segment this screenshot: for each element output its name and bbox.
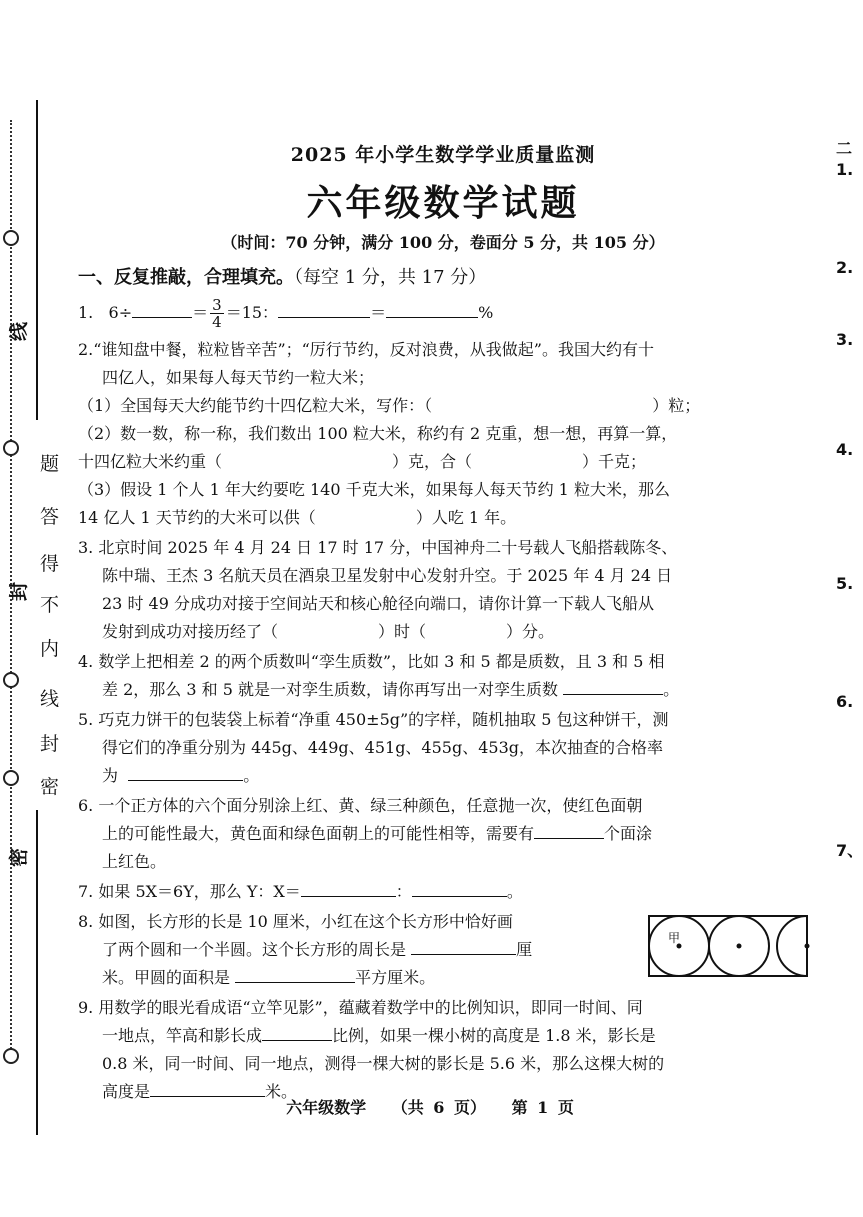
q8-text-block xyxy=(78,908,623,992)
edge-number: 6. xyxy=(836,692,854,711)
q9-text: 一地点，竿高和影长成 xyxy=(102,1026,263,1045)
q5-text: 。 xyxy=(243,766,260,785)
q1-text: ＝ xyxy=(192,303,209,322)
q4-text: 4. 数学上把相差 2 的两个质数叫“孪生质数”，比如 3 和 5 都是质数，且 3 和 5 相 xyxy=(78,652,665,671)
q2-text: 14 亿人 1 天节约的大米可以供（ xyxy=(78,508,316,527)
q2-intro: 四亿人，如果每人每天节约一粒大米； xyxy=(102,368,375,387)
gutter-char: 密 xyxy=(8,847,31,868)
binding-hole-icon xyxy=(3,1048,19,1064)
q6-text: 上红色。 xyxy=(102,852,167,871)
answer-blank[interactable] xyxy=(412,878,507,897)
edge-number: 2. xyxy=(836,258,854,277)
edge-number: 1. xyxy=(836,160,854,179)
q2-text: ）千克； xyxy=(582,452,647,471)
q9-text: 高度是 xyxy=(102,1082,151,1101)
q2-part2-cont xyxy=(78,448,808,476)
gutter-char: 不 xyxy=(40,594,60,616)
q3-text: ）时（ xyxy=(378,622,427,641)
edge-number: 二 xyxy=(836,139,853,158)
q2-text: ）克，合（ xyxy=(392,452,473,471)
gutter-char: 封 xyxy=(8,581,31,602)
question-1 xyxy=(78,297,808,330)
q7-text: 7. 如果 5X＝6Y，那么 Y：X＝ xyxy=(78,882,301,901)
fraction-numerator: 3 xyxy=(212,296,222,314)
fraction-denominator: 4 xyxy=(212,313,222,331)
page-footer xyxy=(0,1095,860,1118)
question-2 xyxy=(78,336,808,532)
footer-subject: 六年级数学 xyxy=(286,1098,367,1117)
q6-answer-line xyxy=(78,820,808,848)
q5-text: 为 xyxy=(102,766,119,785)
q2-part1 xyxy=(78,392,808,420)
q8-text: 平方厘米。 xyxy=(355,968,436,987)
footer-total-pages: （共 6 页） xyxy=(391,1098,486,1117)
q2-part3-cont xyxy=(78,504,808,532)
q9-text: 9. 用数学的眼光看成语“立竿见影”，蕴藏着数学中的比例知识，即同一时间、同 xyxy=(78,998,643,1017)
answer-blank[interactable] xyxy=(386,299,478,318)
q2-intro: 2.“谁知盘中餐，粒粒皆辛苦”；“厉行节约，反对浪费，从我做起”。我国大约有十 xyxy=(78,340,654,359)
q6-text: 6. 一个正方体的六个面分别涂上红、黄、绿三种颜色，任意抛一次，使红色面朝 xyxy=(78,796,643,815)
binding-gutter xyxy=(0,0,70,1217)
section-title: 一、反复推敲，合理填充。 xyxy=(78,267,294,288)
q1-text: ＝15： xyxy=(225,303,279,322)
q8-answer-line xyxy=(78,936,623,964)
question-3 xyxy=(78,534,808,646)
gutter-char: 内 xyxy=(40,638,60,660)
exam-title: 六年级数学试题 xyxy=(306,183,580,224)
q7-text: 。 xyxy=(506,882,523,901)
q6-text: 个面涂 xyxy=(604,824,653,843)
q2-part3: （3）假设 1 个人 1 年大约要吃 140 千克大米，如果每人每天节约 1 粒大米，那么 xyxy=(78,480,670,499)
q8-answer-line xyxy=(78,964,623,992)
q3-answer-line xyxy=(78,618,808,646)
q8-text: 米。甲圆的面积是 xyxy=(102,968,231,987)
exam-page xyxy=(78,140,808,1106)
gutter-char: 答 xyxy=(40,506,60,528)
q8-text: 厘 xyxy=(516,940,533,959)
q4-answer-line xyxy=(78,676,808,704)
edge-number: 4. xyxy=(836,440,854,459)
q6-text: 上的可能性最大，黄色面和绿色面朝上的可能性相等，需要有 xyxy=(102,824,535,843)
q9-text: 0.8 米，同一时间、同一地点，测得一棵大树的影长是 5.6 米，那么这棵大树的 xyxy=(102,1054,665,1073)
q8-text: 8. 如图，长方形的长是 10 厘米，小红在这个长方形中恰好画 xyxy=(78,912,513,931)
exam-time-info: （时间：70 分钟，满分 100 分，卷面分 5 分，共 105 分） xyxy=(221,233,665,252)
question-8 xyxy=(78,908,808,992)
question-5 xyxy=(78,706,808,790)
q1-text: ＝ xyxy=(370,303,387,322)
edge-number: 7、 xyxy=(836,841,863,860)
binding-hole-icon xyxy=(3,440,19,456)
answer-blank[interactable] xyxy=(563,676,663,695)
q7-text: ： xyxy=(395,882,412,901)
q9-answer-line xyxy=(78,1022,808,1050)
answer-blank[interactable] xyxy=(301,878,396,897)
question-9 xyxy=(78,994,808,1106)
question-7 xyxy=(78,878,808,906)
exam-subtitle: 2025 年小学生数学学业质量监测 xyxy=(290,144,596,166)
q5-text: 5. 巧克力饼干的包装袋上标着“净重 450±5g”的字样，随机抽取 5 包这种饼干，测 xyxy=(78,710,669,729)
q4-text: 差 2，那么 3 和 5 就是一对孪生质数，请你再写出一对孪生质数 xyxy=(102,680,558,699)
q9-text: 比例，如果一棵小树的高度是 1.8 米，影长是 xyxy=(332,1026,656,1045)
gutter-char: 得 xyxy=(40,553,60,575)
answer-blank[interactable] xyxy=(534,820,604,839)
gutter-line xyxy=(36,810,38,1135)
section-heading xyxy=(78,263,808,289)
answer-blank[interactable] xyxy=(128,762,243,781)
q1-text: 6÷ xyxy=(108,303,133,322)
binding-hole-icon xyxy=(3,672,19,688)
fraction xyxy=(210,297,224,330)
footer-page-number: 第 1 页 xyxy=(511,1098,574,1117)
next-page-edge xyxy=(826,0,863,1217)
question-number: 1. xyxy=(78,303,94,322)
gutter-char: 线 xyxy=(8,321,31,342)
binding-hole-icon xyxy=(3,770,19,786)
answer-blank[interactable] xyxy=(132,299,192,318)
q9-text: 米。 xyxy=(265,1082,298,1101)
gutter-char: 题 xyxy=(40,453,60,475)
q4-text: 。 xyxy=(663,680,680,699)
q2-part2: （2）数一数，称一称，我们数出 100 粒大米，称约有 2 克重，想一想，再算一算， xyxy=(78,424,678,443)
q3-text: 发射到成功对接历经了（ xyxy=(102,622,279,641)
answer-blank[interactable] xyxy=(262,1022,332,1041)
gutter-line xyxy=(36,100,38,420)
rectangle-circles-figure xyxy=(648,914,810,978)
gutter-char: 密 xyxy=(40,776,60,798)
q5-answer-line xyxy=(78,762,808,790)
q2-text: ）粒； xyxy=(652,396,701,415)
q2-text: （1）全国每天大约能节约十四亿粒大米，写作：（ xyxy=(78,396,433,415)
answer-blank[interactable] xyxy=(411,936,516,955)
q2-text: ）人吃 1 年。 xyxy=(415,508,517,527)
figure-label: 甲 xyxy=(668,931,681,945)
question-4 xyxy=(78,648,808,704)
edge-number: 5. xyxy=(836,574,854,593)
section-points: （每空 1 分，共 17 分） xyxy=(294,267,487,288)
q1-text: % xyxy=(478,303,494,322)
answer-blank[interactable] xyxy=(235,964,355,983)
q5-text: 得它们的净重分别为 445g、449g、451g、455g、453g，本次抽查的合格率 xyxy=(102,738,663,757)
gutter-char: 封 xyxy=(40,733,60,755)
binding-hole-icon xyxy=(3,230,19,246)
q3-text: 23 时 49 分成功对接于空间站天和核心舱径向端口，请你计算一下载人飞船从 xyxy=(102,594,654,613)
q3-text: 陈中瑞、王杰 3 名航天员在酒泉卫星发射中心发射升空。于 2025 年 4 月 24 日 xyxy=(102,566,673,585)
q3-text: 3. 北京时间 2025 年 4 月 24 日 17 时 17 分，中国神舟二十号载人飞船搭载陈冬、 xyxy=(78,538,678,557)
gutter-char: 线 xyxy=(40,688,60,710)
q3-text: ）分。 xyxy=(506,622,555,641)
q2-text: 十四亿粒大米约重（ xyxy=(78,452,223,471)
question-6 xyxy=(78,792,808,876)
answer-blank[interactable] xyxy=(278,299,370,318)
edge-number: 3. xyxy=(836,330,854,349)
q8-text: 了两个圆和一个半圆。这个长方形的周长是 xyxy=(102,940,407,959)
